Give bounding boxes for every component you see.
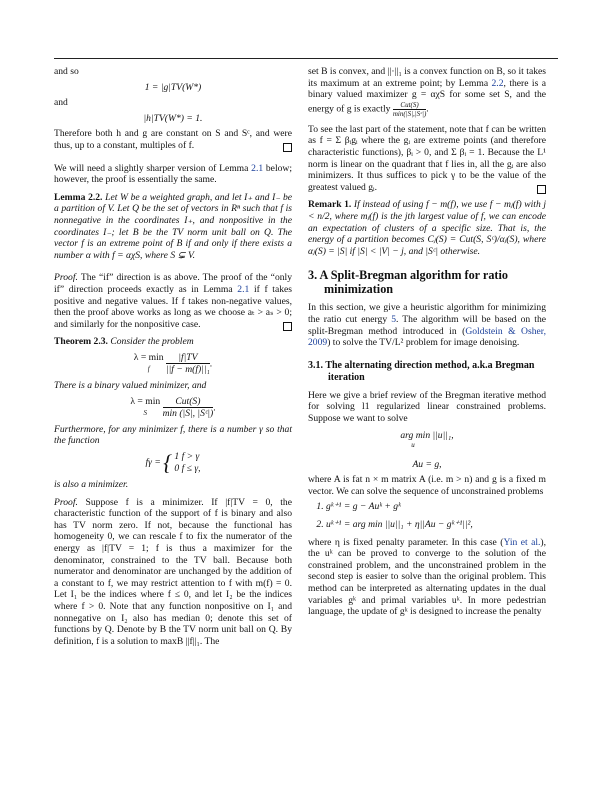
paragraph: Here we give a brief review of the Bregman iterative method for solving l1 regularized linear constrained problems. Suppose we want to solve	[308, 389, 546, 424]
list-item: 1. gᵏ⁺¹ = g − Auᵏ + gᵏ	[326, 501, 546, 513]
theorem-text: Furthermore, for any minimizer f, there is a number γ so that the function	[54, 423, 292, 447]
equation-6: arg min ||u||₁, $^u$	[400, 430, 454, 450]
lemma-ref-link[interactable]: 2.1	[237, 283, 250, 295]
equation-ref-link[interactable]: 5	[391, 313, 396, 325]
bregman-steps-list	[308, 501, 546, 530]
paragraph: where A is fat n × m matrix A (i.e. m > n) and g is a fixed m vector. We can solve the sequence of unconstrained problems	[308, 474, 546, 497]
equation-3: λ = min f $\frac{|f|TV}{\text{||f − m(f)||₁}}$ .	[133, 351, 213, 376]
lemma-ref-link[interactable]: 2.2	[491, 77, 504, 89]
paragraph: To see the last part of the statement, note that f can be written as f = Σ βᵢgᵢ where the gᵢ are extreme points (and therefore characteristic functions), βᵢ > 0, and Σ βᵢ = 1. Because the L¹ norm is linear on the quadrant that f lies in, all the gᵢ are also minimizers. It thus suffices to pick γ to be the value of the greatest valued gᵢ.	[308, 123, 546, 193]
qed-square	[283, 322, 292, 331]
theorem-text: is also a minimizer.	[54, 479, 129, 491]
lemma-2-2: Lemma 2.2. Let W be a weighted graph, and let I₊ and I₋ be a partition of V. Let Q be the set of vectors in Rⁿ such that f is nonnegative in the coordinates I₊, and nonpositive in the coordinates I₋; let B be the TV norm unit ball on Q. The vector f is an extreme point of B if and only if there exists a number α with f = αχS, where S ⊊ V.	[54, 191, 293, 261]
paragraph: We will need a slightly sharper version of Lemma 2.1 below; however, the proof is essentially the same.	[54, 162, 293, 186]
equation-1: 1 = |g|TV(W*)	[144, 81, 202, 93]
list-item: 2. uᵏ⁺¹ = arg min ||u||₁ + η||Au − gᵏ⁺¹||²,	[326, 519, 546, 531]
equation-5: fγ = { 1 f > γ 0 f ≤ γ,	[145, 450, 201, 476]
lemma-ref-link[interactable]: 2.1	[251, 162, 264, 174]
header-rule	[54, 58, 558, 59]
equation-4: λ = min S $\frac{\text{Cut(S)}}{\text{min (|S|, |Sᶜ|)}}$ .	[130, 395, 216, 420]
theorem-label: Theorem 2.3.	[54, 336, 108, 348]
right-column	[308, 66, 546, 618]
qed-square	[283, 143, 292, 152]
remark-1: Remark 1. If instead of using f − m(f), we use f − mⱼ(f) with j < n/2, where mⱼ(f) is the jth largest value of f, we can encode an expectation of clusters of a specific size. That is, the energy of a partition becomes Cⱼ(S) = Cut(S, Sᶜ)/αⱼ(S), where αⱼ(S) = |S| if |S| < |V| − j, and |Sᶜ| otherwise.	[308, 199, 546, 257]
paragraph: set B is convex, and ||·||₁ is a convex function on B, so it takes its maximum at an extreme point; by Lemma 2.2, there is a binary valued maximizer g = αχS for some set S, and the energy of g is exactly $\frac{\text{Cut(S)}}{\text{min(|S|,|Sᶜ|)}}$ .	[308, 66, 546, 118]
paragraph: Therefore both h and g are constant on S and Sᶜ, and were thus, up to a constant, multiples of f.	[54, 128, 292, 151]
subsection-heading: 3.1. The alternating direction method, a.k.a Bregman iteration	[308, 359, 535, 383]
paragraph: and so	[54, 66, 79, 77]
equation-7: Au = g,	[412, 458, 442, 470]
citation-link[interactable]: Yin et al.	[503, 536, 541, 548]
paragraph: where η is fixed penalty parameter. In this case (Yin et al.), the uᵏ can be proved to converge to the solution of the constrained problem, and the unconstrained problem in the second step is easier to solve than the original problem. This method can be interpreted as alternating updates in the dual variables gᵏ and primal variables uᵏ. In more pedestrian language, the update of gᵏ is designed to increase the penalty	[308, 536, 546, 618]
proof-1: Proof. The “if” direction is as above. The proof of the “only if” direction proceeds exactly as in Lemma 2.1 if f takes positive and negative values. If f takes non-negative values, then the proof above works as long as we choose aₜ > aₛ > 0; and similarly for the nonpositive case.	[54, 272, 293, 330]
paragraph: In this section, we give a heuristic algorithm for minimizing the ratio cut energy 5. The algorithm will be based on the split-Bregman method introduced in (Goldstein & Osher, 2009) to solve the TV/L² problem for image denoising.	[308, 302, 547, 349]
remark-label: Remark 1.	[308, 199, 352, 211]
equation-2: |h|TV(W*) = 1.	[143, 112, 203, 124]
lemma-label: Lemma 2.2.	[54, 191, 103, 203]
section-heading: 3. A Split-Bregman algorithm for ratio minimization	[308, 268, 508, 297]
qed-square	[537, 185, 546, 194]
theorem-text: There is a binary valued minimizer, and	[54, 380, 207, 392]
left-column	[54, 66, 292, 647]
citation-link[interactable]: Goldstein & Osher, 2009	[308, 325, 546, 349]
paragraph: and	[54, 97, 68, 109]
proof-2: Proof. Suppose f is a minimizer. If |f|TV = 0, the characteristic function of the support of f is binary and also has TV norm zero. If not, because the functional has homogeneity 0, we can rescale f to fix the numerator of the energy as |f|TV = 1; f is thus a maximizer for the denominator, constrained to the TV ball. Because both numerator and denominator are unchanged by the addition of a constant to f, we may restrict attention to f with m(f) = 0. Let I₁ be the indices where f ≤ 0, and let I₂ be the indices where f > 0. Note that any function nonpositive on I₁ and nonnegative on I₂ also has median 0; denote this set of functions by Q. Denote by B the TV norm unit ball on Q. By definition, f is a solution to maxB ||f||₁. The	[54, 496, 292, 647]
theorem-2-3: Theorem 2.3. Consider the problem	[54, 336, 194, 348]
